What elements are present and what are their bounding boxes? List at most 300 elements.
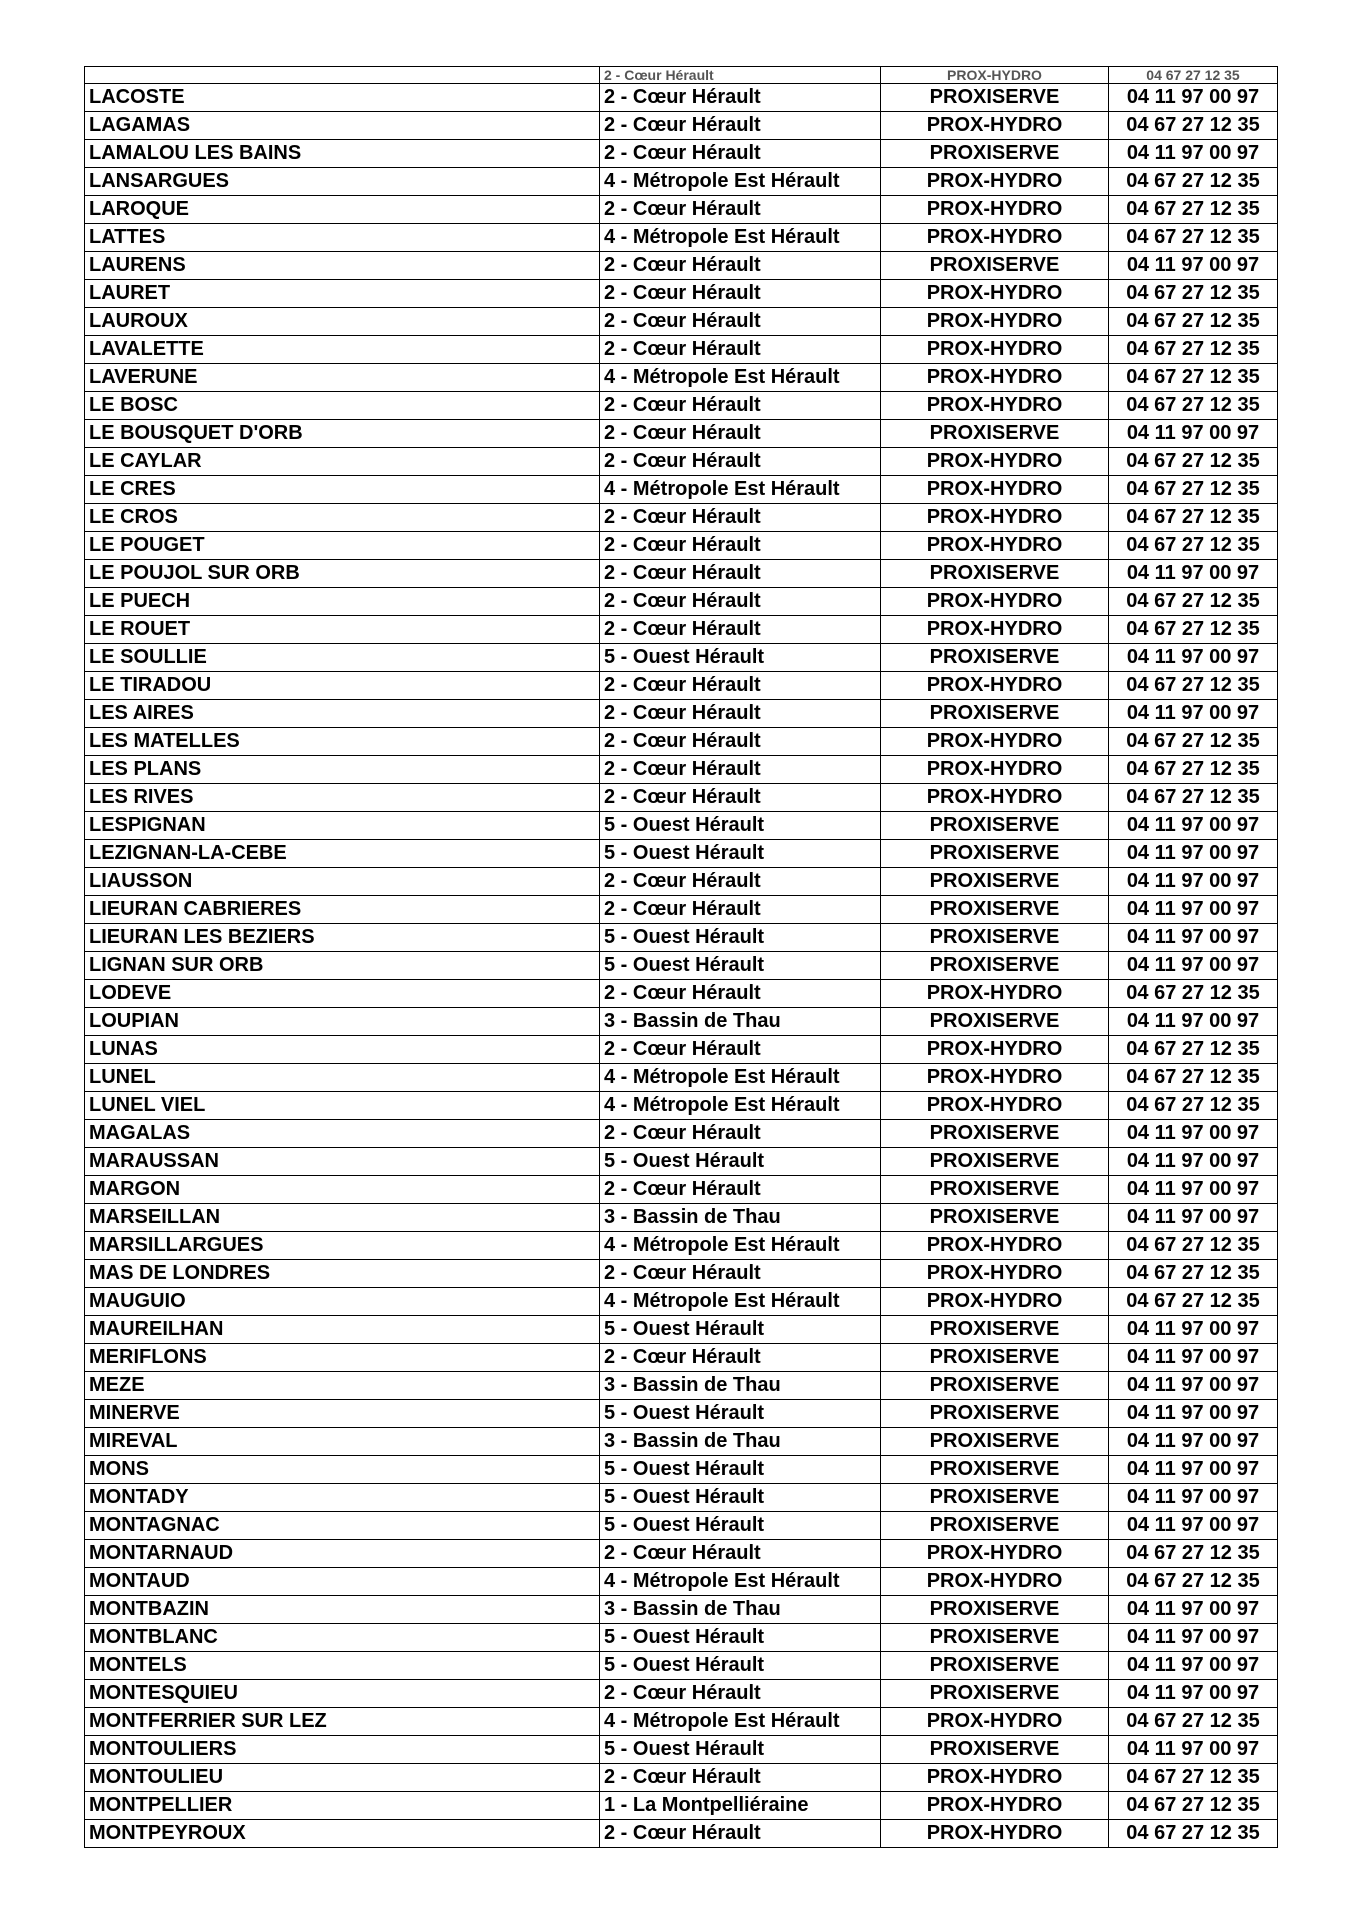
commune-cell: LE CAYLAR (85, 448, 600, 476)
commune-cell: LAGAMAS (85, 112, 600, 140)
commune-cell: LUNEL VIEL (85, 1092, 600, 1120)
table-row (85, 1540, 1278, 1568)
phone-cell: 04 67 27 12 35 (1109, 1568, 1278, 1596)
territory-cell: 2 - Cœur Hérault (600, 392, 881, 420)
provider-cell: PROX-HYDRO (881, 112, 1109, 140)
table-row (85, 1092, 1278, 1120)
provider-cell: PROXISERVE (881, 84, 1109, 112)
provider-cell: PROXISERVE (881, 1624, 1109, 1652)
provider-cell: PROXISERVE (881, 1484, 1109, 1512)
phone-cell: 04 67 27 12 35 (1109, 980, 1278, 1008)
commune-cell: MONTESQUIEU (85, 1680, 600, 1708)
territory-cell: 2 - Cœur Hérault (600, 532, 881, 560)
commune-cell: MARGON (85, 1176, 600, 1204)
phone-cell: 04 67 27 12 35 (1109, 784, 1278, 812)
territory-cell: 3 - Bassin de Thau (600, 1008, 881, 1036)
phone-cell: 04 67 27 12 35 (1109, 336, 1278, 364)
phone-cell: 04 11 97 00 97 (1109, 1204, 1278, 1232)
territory-cell: 2 - Cœur Hérault (600, 1120, 881, 1148)
table-row (85, 1596, 1278, 1624)
territory-cell: 2 - Cœur Hérault (600, 672, 881, 700)
territory-cell: 2 - Cœur Hérault (600, 756, 881, 784)
table-row (85, 532, 1278, 560)
territory-cell: 2 - Cœur Hérault (600, 784, 881, 812)
commune-cell: MONTAGNAC (85, 1512, 600, 1540)
commune-cell: LAVALETTE (85, 336, 600, 364)
territory-cell: 2 - Cœur Hérault (600, 588, 881, 616)
territory-cell: 2 - Cœur Hérault (600, 84, 881, 112)
table-row (85, 1484, 1278, 1512)
phone-cell: 04 11 97 00 97 (1109, 1148, 1278, 1176)
table-row (85, 112, 1278, 140)
commune-cell: LESPIGNAN (85, 812, 600, 840)
provider-cell: PROXISERVE (881, 1204, 1109, 1232)
territory-cell: 5 - Ouest Hérault (600, 1652, 881, 1680)
provider-cell: PROXISERVE (881, 1596, 1109, 1624)
table-row (85, 392, 1278, 420)
provider-cell: PROX-HYDRO (881, 1260, 1109, 1288)
commune-table (84, 66, 1278, 1848)
commune-cell: LATTES (85, 224, 600, 252)
table-row (85, 1120, 1278, 1148)
table-row (85, 336, 1278, 364)
commune-cell: LANSARGUES (85, 168, 600, 196)
territory-cell: 2 - Cœur Hérault (600, 728, 881, 756)
phone-cell: 04 67 27 12 35 (1109, 1260, 1278, 1288)
territory-cell: 2 - Cœur Hérault (600, 1540, 881, 1568)
table-row (85, 252, 1278, 280)
commune-cell: LE PUECH (85, 588, 600, 616)
table-row (85, 1316, 1278, 1344)
commune-cell: LE CRES (85, 476, 600, 504)
commune-cell: MONTPELLIER (85, 1792, 600, 1820)
territory-cell: 3 - Bassin de Thau (600, 1596, 881, 1624)
provider-cell: PROX-HYDRO (881, 980, 1109, 1008)
territory-cell: 2 - Cœur Hérault (600, 448, 881, 476)
provider-cell: PROXISERVE (881, 644, 1109, 672)
table-row (85, 1820, 1278, 1848)
table-row (85, 1008, 1278, 1036)
territory-cell: 2 - Cœur Hérault (600, 112, 881, 140)
table-row (85, 1148, 1278, 1176)
territory-cell: 2 - Cœur Hérault (600, 1176, 881, 1204)
commune-cell: LACOSTE (85, 84, 600, 112)
provider-cell: PROXISERVE (881, 1344, 1109, 1372)
territory-cell: 2 - Cœur Hérault (600, 1260, 881, 1288)
table-row (85, 868, 1278, 896)
territory-cell: 5 - Ouest Hérault (600, 840, 881, 868)
provider-cell: PROXISERVE (881, 1176, 1109, 1204)
table-row (85, 784, 1278, 812)
provider-cell: PROXISERVE (881, 1736, 1109, 1764)
commune-table-body (85, 67, 1278, 1848)
provider-cell: PROX-HYDRO (881, 756, 1109, 784)
phone-cell: 04 67 27 12 35 (1109, 392, 1278, 420)
provider-cell: PROXISERVE (881, 924, 1109, 952)
territory-cell: 5 - Ouest Hérault (600, 1316, 881, 1344)
table-row (85, 420, 1278, 448)
phone-cell: 04 67 27 12 35 (1109, 1064, 1278, 1092)
phone-cell: 04 11 97 00 97 (1109, 1652, 1278, 1680)
territory-cell: 2 - Cœur Hérault (600, 1820, 881, 1848)
provider-cell: PROX-HYDRO (881, 728, 1109, 756)
provider-cell: PROX-HYDRO (881, 504, 1109, 532)
provider-cell: PROX-HYDRO (881, 616, 1109, 644)
commune-cell: LE BOUSQUET D'ORB (85, 420, 600, 448)
phone-cell: 04 11 97 00 97 (1109, 896, 1278, 924)
commune-cell: LAROQUE (85, 196, 600, 224)
commune-cell: LIAUSSON (85, 868, 600, 896)
provider-cell: PROXISERVE (881, 1008, 1109, 1036)
commune-cell: LE SOULLIE (85, 644, 600, 672)
table-row (85, 1652, 1278, 1680)
commune-cell: MONTOULIERS (85, 1736, 600, 1764)
commune-cell: MIREVAL (85, 1428, 600, 1456)
phone-cell: 04 11 97 00 97 (1109, 924, 1278, 952)
phone-cell: 04 11 97 00 97 (1109, 1372, 1278, 1400)
provider-cell: PROX-HYDRO (881, 1820, 1109, 1848)
territory-cell: 2 - Cœur Hérault (600, 700, 881, 728)
territory-cell: 2 - Cœur Hérault (600, 1344, 881, 1372)
table-row (85, 224, 1278, 252)
territory-cell: 2 - Cœur Hérault (600, 308, 881, 336)
table-row (85, 616, 1278, 644)
commune-cell: LES MATELLES (85, 728, 600, 756)
phone-cell: 04 11 97 00 97 (1109, 420, 1278, 448)
provider-cell: PROX-HYDRO (881, 168, 1109, 196)
commune-cell: MONTBAZIN (85, 1596, 600, 1624)
provider-cell: PROX-HYDRO (881, 784, 1109, 812)
territory-cell: 4 - Métropole Est Hérault (600, 476, 881, 504)
table-row (85, 1512, 1278, 1540)
provider-cell: PROXISERVE (881, 140, 1109, 168)
provider-cell: PROXISERVE (881, 560, 1109, 588)
commune-cell: MONTOULIEU (85, 1764, 600, 1792)
commune-cell: MONTBLANC (85, 1624, 600, 1652)
provider-cell: PROXISERVE (881, 868, 1109, 896)
table-row (85, 952, 1278, 980)
provider-cell: PROX-HYDRO (881, 1708, 1109, 1736)
territory-cell: 2 - Cœur Hérault (600, 560, 881, 588)
provider-cell: PROX-HYDRO (881, 532, 1109, 560)
provider-cell: PROX-HYDRO (881, 1232, 1109, 1260)
commune-cell: MONTARNAUD (85, 1540, 600, 1568)
phone-cell: 04 67 27 12 35 (1109, 532, 1278, 560)
territory-cell: 2 - Cœur Hérault (600, 1036, 881, 1064)
table-row (85, 1708, 1278, 1736)
phone-cell: 04 67 27 12 35 (1109, 1036, 1278, 1064)
commune-cell: MEZE (85, 1372, 600, 1400)
phone-cell: 04 11 97 00 97 (1109, 1596, 1278, 1624)
provider-cell: PROX-HYDRO (881, 308, 1109, 336)
commune-cell: MONS (85, 1456, 600, 1484)
phone-cell: 04 67 27 12 35 (1109, 1288, 1278, 1316)
phone-cell: 04 67 27 12 35 (1109, 756, 1278, 784)
table-row (85, 140, 1278, 168)
phone-cell: 04 67 27 12 35 (1109, 364, 1278, 392)
territory-cell: 4 - Métropole Est Hérault (600, 1064, 881, 1092)
phone-cell: 04 67 27 12 35 (1109, 67, 1278, 84)
territory-cell: 3 - Bassin de Thau (600, 1428, 881, 1456)
territory-cell: 4 - Métropole Est Hérault (600, 1708, 881, 1736)
phone-cell: 04 67 27 12 35 (1109, 1792, 1278, 1820)
table-row (85, 196, 1278, 224)
commune-cell: MAUREILHAN (85, 1316, 600, 1344)
phone-cell: 04 67 27 12 35 (1109, 308, 1278, 336)
commune-cell: MONTPEYROUX (85, 1820, 600, 1848)
territory-cell: 2 - Cœur Hérault (600, 616, 881, 644)
phone-cell: 04 11 97 00 97 (1109, 140, 1278, 168)
commune-cell: MERIFLONS (85, 1344, 600, 1372)
territory-cell: 5 - Ouest Hérault (600, 812, 881, 840)
partial-table-row (85, 67, 1278, 84)
phone-cell: 04 11 97 00 97 (1109, 1120, 1278, 1148)
table-row (85, 1204, 1278, 1232)
territory-cell: 2 - Cœur Hérault (600, 1680, 881, 1708)
provider-cell: PROXISERVE (881, 1120, 1109, 1148)
commune-cell: LEZIGNAN-LA-CEBE (85, 840, 600, 868)
provider-cell: PROXISERVE (881, 812, 1109, 840)
provider-cell: PROXISERVE (881, 1372, 1109, 1400)
commune-cell: LE CROS (85, 504, 600, 532)
table-row (85, 840, 1278, 868)
territory-cell: 2 - Cœur Hérault (600, 980, 881, 1008)
table-row (85, 504, 1278, 532)
commune-cell: LUNEL (85, 1064, 600, 1092)
phone-cell: 04 11 97 00 97 (1109, 560, 1278, 588)
territory-cell: 2 - Cœur Hérault (600, 420, 881, 448)
commune-cell: MARAUSSAN (85, 1148, 600, 1176)
table-row (85, 1176, 1278, 1204)
provider-cell: PROX-HYDRO (881, 1764, 1109, 1792)
phone-cell: 04 67 27 12 35 (1109, 280, 1278, 308)
provider-cell: PROXISERVE (881, 1148, 1109, 1176)
phone-cell: 04 11 97 00 97 (1109, 1736, 1278, 1764)
phone-cell: 04 67 27 12 35 (1109, 1708, 1278, 1736)
commune-cell: LAURET (85, 280, 600, 308)
commune-cell: MONTFERRIER SUR LEZ (85, 1708, 600, 1736)
table-row (85, 1400, 1278, 1428)
commune-cell: LIGNAN SUR ORB (85, 952, 600, 980)
table-row (85, 364, 1278, 392)
commune-cell: LIEURAN LES BEZIERS (85, 924, 600, 952)
provider-cell: PROX-HYDRO (881, 1792, 1109, 1820)
territory-cell: 4 - Métropole Est Hérault (600, 1288, 881, 1316)
commune-cell: LAVERUNE (85, 364, 600, 392)
commune-cell: MARSEILLAN (85, 1204, 600, 1232)
territory-cell: 5 - Ouest Hérault (600, 1148, 881, 1176)
provider-cell: PROXISERVE (881, 1652, 1109, 1680)
table-row (85, 168, 1278, 196)
provider-cell: PROX-HYDRO (881, 392, 1109, 420)
table-row (85, 924, 1278, 952)
commune-cell: LUNAS (85, 1036, 600, 1064)
provider-cell: PROX-HYDRO (881, 1540, 1109, 1568)
provider-cell: PROXISERVE (881, 1316, 1109, 1344)
provider-cell: PROX-HYDRO (881, 224, 1109, 252)
territory-cell: 4 - Métropole Est Hérault (600, 1232, 881, 1260)
table-row (85, 700, 1278, 728)
territory-cell: 5 - Ouest Hérault (600, 952, 881, 980)
table-row (85, 1232, 1278, 1260)
commune-cell: LIEURAN CABRIERES (85, 896, 600, 924)
commune-cell: LES AIRES (85, 700, 600, 728)
provider-cell: PROXISERVE (881, 420, 1109, 448)
table-row (85, 1372, 1278, 1400)
phone-cell: 04 67 27 12 35 (1109, 616, 1278, 644)
phone-cell: 04 11 97 00 97 (1109, 1680, 1278, 1708)
territory-cell: 5 - Ouest Hérault (600, 1456, 881, 1484)
table-row (85, 1680, 1278, 1708)
table-row (85, 560, 1278, 588)
table-row (85, 756, 1278, 784)
commune-cell: MONTELS (85, 1652, 600, 1680)
phone-cell: 04 67 27 12 35 (1109, 504, 1278, 532)
provider-cell: PROX-HYDRO (881, 336, 1109, 364)
provider-cell: PROX-HYDRO (881, 1036, 1109, 1064)
commune-cell: LE ROUET (85, 616, 600, 644)
territory-cell: 2 - Cœur Hérault (600, 896, 881, 924)
phone-cell: 04 11 97 00 97 (1109, 1428, 1278, 1456)
table-row (85, 728, 1278, 756)
commune-cell: MARSILLARGUES (85, 1232, 600, 1260)
territory-cell: 5 - Ouest Hérault (600, 1624, 881, 1652)
table-row (85, 1456, 1278, 1484)
provider-cell: PROX-HYDRO (881, 280, 1109, 308)
phone-cell: 04 11 97 00 97 (1109, 1624, 1278, 1652)
provider-cell: PROXISERVE (881, 896, 1109, 924)
phone-cell: 04 67 27 12 35 (1109, 728, 1278, 756)
table-row (85, 1260, 1278, 1288)
phone-cell: 04 11 97 00 97 (1109, 1008, 1278, 1036)
territory-cell: 5 - Ouest Hérault (600, 1512, 881, 1540)
table-row (85, 588, 1278, 616)
territory-cell: 4 - Métropole Est Hérault (600, 224, 881, 252)
commune-cell: LES RIVES (85, 784, 600, 812)
commune-cell: LAMALOU LES BAINS (85, 140, 600, 168)
provider-cell: PROXISERVE (881, 1512, 1109, 1540)
table-row (85, 1344, 1278, 1372)
table-row (85, 980, 1278, 1008)
commune-cell: MAGALAS (85, 1120, 600, 1148)
table-row (85, 280, 1278, 308)
phone-cell: 04 11 97 00 97 (1109, 84, 1278, 112)
phone-cell: 04 11 97 00 97 (1109, 840, 1278, 868)
commune-cell: MONTAUD (85, 1568, 600, 1596)
phone-cell: 04 11 97 00 97 (1109, 812, 1278, 840)
phone-cell: 04 11 97 00 97 (1109, 952, 1278, 980)
commune-cell: LOUPIAN (85, 1008, 600, 1036)
commune-cell: LE TIRADOU (85, 672, 600, 700)
territory-cell: 2 - Cœur Hérault (600, 252, 881, 280)
table-row (85, 1064, 1278, 1092)
phone-cell: 04 67 27 12 35 (1109, 448, 1278, 476)
table-row (85, 308, 1278, 336)
phone-cell: 04 11 97 00 97 (1109, 1176, 1278, 1204)
commune-cell: LE POUJOL SUR ORB (85, 560, 600, 588)
table-row (85, 1428, 1278, 1456)
table-row (85, 1764, 1278, 1792)
table-row (85, 644, 1278, 672)
commune-cell: MAUGUIO (85, 1288, 600, 1316)
commune-cell: LAUROUX (85, 308, 600, 336)
phone-cell: 04 11 97 00 97 (1109, 1400, 1278, 1428)
table-row (85, 1568, 1278, 1596)
provider-cell: PROX-HYDRO (881, 364, 1109, 392)
commune-cell: MONTADY (85, 1484, 600, 1512)
phone-cell: 04 67 27 12 35 (1109, 112, 1278, 140)
provider-cell: PROX-HYDRO (881, 1288, 1109, 1316)
phone-cell: 04 67 27 12 35 (1109, 196, 1278, 224)
phone-cell: 04 67 27 12 35 (1109, 588, 1278, 616)
table-row (85, 1624, 1278, 1652)
phone-cell: 04 67 27 12 35 (1109, 1764, 1278, 1792)
commune-table-sheet (84, 66, 1278, 1848)
provider-cell: PROXISERVE (881, 840, 1109, 868)
provider-cell: PROXISERVE (881, 1400, 1109, 1428)
provider-cell: PROX-HYDRO (881, 67, 1109, 84)
commune-cell: MAS DE LONDRES (85, 1260, 600, 1288)
territory-cell: 2 - Cœur Hérault (600, 504, 881, 532)
territory-cell: 4 - Métropole Est Hérault (600, 364, 881, 392)
territory-cell: 2 - Cœur Hérault (600, 336, 881, 364)
provider-cell: PROXISERVE (881, 952, 1109, 980)
provider-cell: PROX-HYDRO (881, 476, 1109, 504)
phone-cell: 04 11 97 00 97 (1109, 644, 1278, 672)
provider-cell: PROXISERVE (881, 1456, 1109, 1484)
territory-cell: 5 - Ouest Hérault (600, 1484, 881, 1512)
territory-cell: 1 - La Montpelliéraine (600, 1792, 881, 1820)
provider-cell: PROXISERVE (881, 700, 1109, 728)
phone-cell: 04 11 97 00 97 (1109, 700, 1278, 728)
provider-cell: PROXISERVE (881, 1428, 1109, 1456)
phone-cell: 04 67 27 12 35 (1109, 1540, 1278, 1568)
table-row (85, 476, 1278, 504)
territory-cell: 4 - Métropole Est Hérault (600, 1568, 881, 1596)
provider-cell: PROX-HYDRO (881, 1568, 1109, 1596)
territory-cell: 5 - Ouest Hérault (600, 1736, 881, 1764)
table-row (85, 672, 1278, 700)
phone-cell: 04 11 97 00 97 (1109, 1456, 1278, 1484)
phone-cell: 04 11 97 00 97 (1109, 1316, 1278, 1344)
phone-cell: 04 11 97 00 97 (1109, 868, 1278, 896)
table-row (85, 1736, 1278, 1764)
territory-cell: 2 - Cœur Hérault (600, 280, 881, 308)
phone-cell: 04 67 27 12 35 (1109, 224, 1278, 252)
provider-cell: PROXISERVE (881, 252, 1109, 280)
territory-cell: 4 - Métropole Est Hérault (600, 168, 881, 196)
territory-cell: 5 - Ouest Hérault (600, 1400, 881, 1428)
table-row (85, 84, 1278, 112)
phone-cell: 04 67 27 12 35 (1109, 168, 1278, 196)
territory-cell: 2 - Cœur Hérault (600, 67, 881, 84)
territory-cell: 2 - Cœur Hérault (600, 196, 881, 224)
provider-cell: PROX-HYDRO (881, 1092, 1109, 1120)
phone-cell: 04 67 27 12 35 (1109, 1092, 1278, 1120)
commune-cell: LAURENS (85, 252, 600, 280)
commune-cell (85, 67, 600, 84)
commune-cell: LE BOSC (85, 392, 600, 420)
territory-cell: 2 - Cœur Hérault (600, 140, 881, 168)
table-row (85, 1036, 1278, 1064)
territory-cell: 3 - Bassin de Thau (600, 1372, 881, 1400)
commune-cell: LE POUGET (85, 532, 600, 560)
provider-cell: PROX-HYDRO (881, 448, 1109, 476)
commune-cell: LES PLANS (85, 756, 600, 784)
phone-cell: 04 11 97 00 97 (1109, 1484, 1278, 1512)
territory-cell: 3 - Bassin de Thau (600, 1204, 881, 1232)
territory-cell: 5 - Ouest Hérault (600, 644, 881, 672)
